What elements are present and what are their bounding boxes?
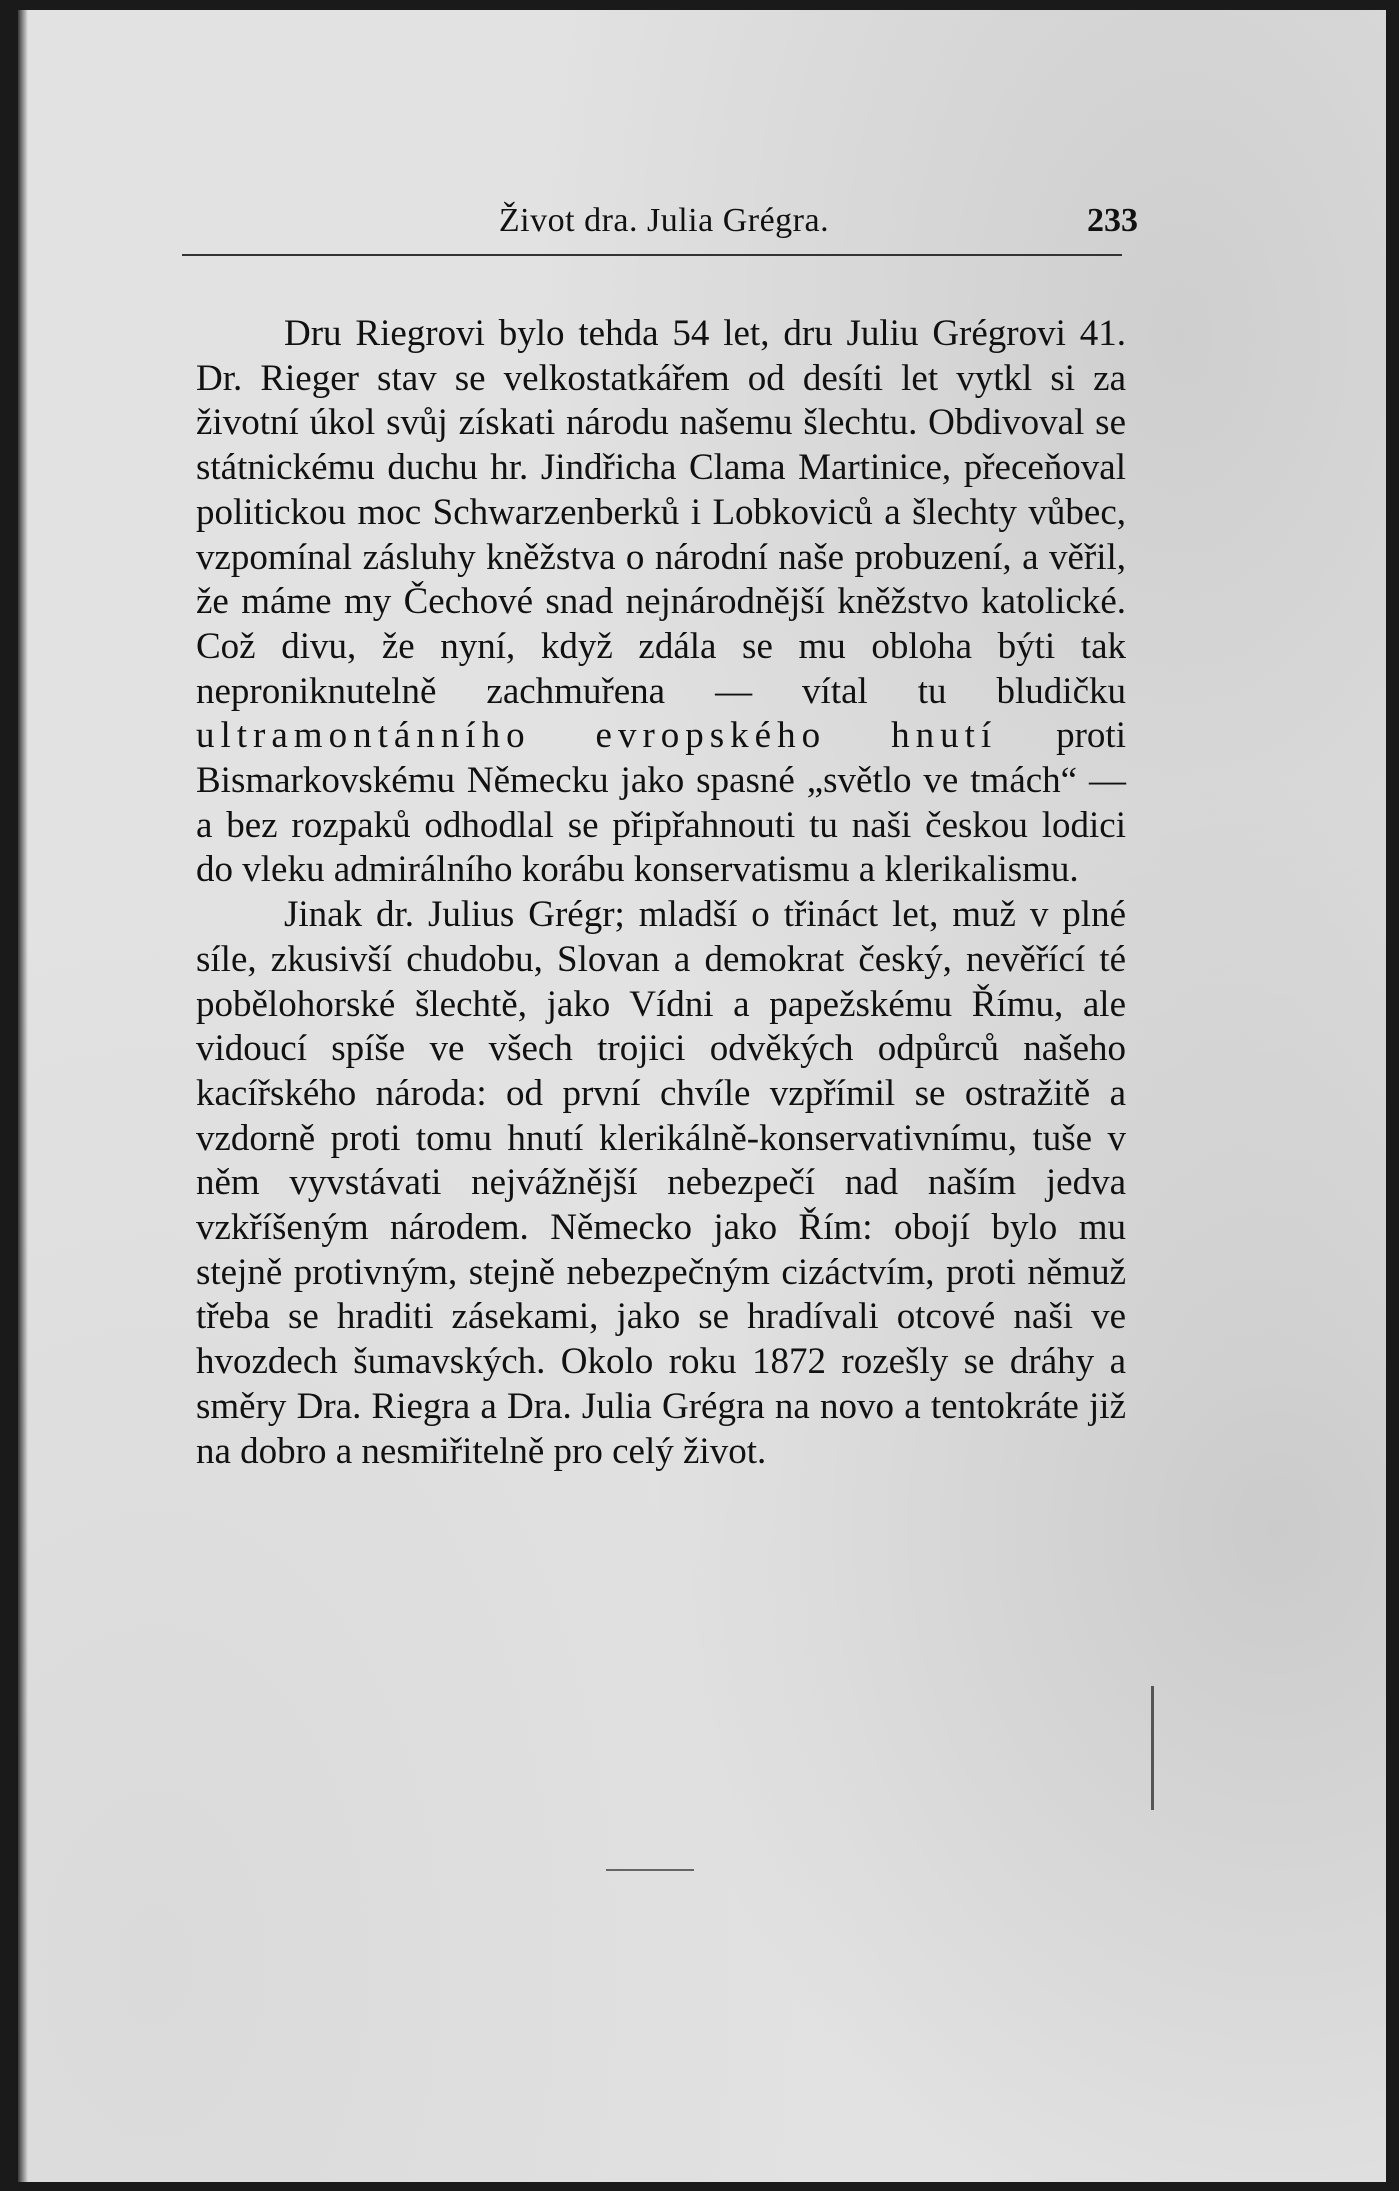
- paragraph-1-text-start: Dru Riegrovi bylo tehda 54 let, dru Juliu Grégrovi 41. Dr. Rieger stav se velkostatkářem od desíti let vytkl si za životní úkol svůj získati národu našemu šlechtu. Obdivoval se státnickému duchu hr. Jindřicha Clama Martinice, přeceňoval politickou moc Schwarzenberků i Lobkoviců a šlechty vůbec, vzpomínal zásluhy kněžstva o národní naše probuzení, a věřil, že máme my Čechové snad nejnárodnější kněžstvo katolické. Což divu, že nyní, když zdála se mu obloha býti tak neproniknutelně zachmuřena — vítal tu bludičku: [196, 313, 1126, 712]
- book-page: [18, 10, 1386, 2182]
- paragraph-1-text-end: proti Bismarkovskému Německu jako spasné „světlo ve tmách“ — a bez rozpaků odhodlal se připřahnouti tu naši českou lodici do vleku admirálního korábu konservatismu a klerikalismu.: [196, 715, 1126, 891]
- page-left-edge-shadow: [18, 10, 28, 2182]
- body-text: [196, 312, 1126, 1474]
- end-rule: [606, 1869, 694, 1871]
- margin-mark: [1151, 1686, 1154, 1810]
- paragraph-2: Jinak dr. Julius Grégr; mladší o třináct let, muž v plné síle, zkusivší chudobu, Slovan a demokrat český, nevěřící té pobělohorské šlechtě, jako Vídni a papežskému Římu, ale vidoucí spíše ve všech trojici odvěkých odpůrců našeho kacířského národa: od první chvíle vzpřímil se ostražitě a vzdorně proti tomu hnutí klerikálně-konservativnímu, tuše v něm vyvstávati nejvážnější nebezpečí nad naším jedva vzkříšeným národem. Německo jako Řím: obojí bylo mu stejně protivným, stejně nebezpečným cizáctvím, proti němuž třeba se hraditi zásekami, jako se hradívali otcové naši ve hvozdech šumavských. Okolo roku 1872 rozešly se dráhy a směry Dra. Riegra a Dra. Julia Grégra na novo a tentokráte již na dobro a nesmiřitelně pro celý život.: [196, 894, 1126, 1472]
- running-title: Život dra. Julia Grégra.: [498, 202, 830, 239]
- header-rule: [182, 254, 1122, 256]
- page-number: 233: [1087, 202, 1138, 239]
- page-header: [182, 202, 1146, 246]
- paragraph-1: [196, 312, 1126, 893]
- paragraph-1-spaced-emphasis: ultramontánního evropského hnutí: [196, 715, 998, 757]
